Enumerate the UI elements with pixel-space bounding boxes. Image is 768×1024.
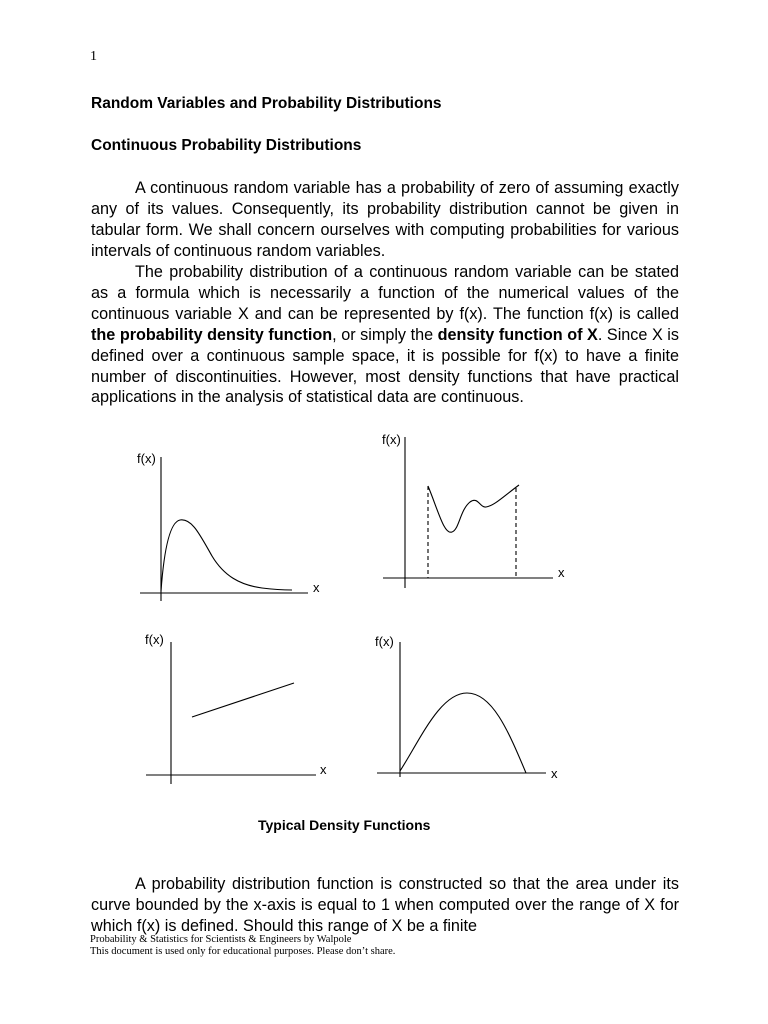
graph3-x-label: x (320, 762, 327, 777)
graph-discontinuous-density (383, 437, 553, 588)
document-heading: Random Variables and Probability Distributions (91, 95, 442, 112)
graph4-curve (400, 693, 526, 773)
graph3-y-label: f(x) (145, 632, 164, 647)
graph1-curve (161, 520, 292, 591)
term-probability-density-function: the probability density function (91, 325, 333, 344)
paragraph-density-part2: , or simply the (332, 325, 438, 344)
paragraph-area-text: A probability distribution function is constructed so that the area under its curve bounded by the x-axis is equal to 1 when computed over the range of X for which f(x) is defined. Should this range of X be a finite (91, 875, 679, 935)
graph-skewed-density (140, 457, 308, 601)
figure-caption: Typical Density Functions (258, 817, 431, 833)
graph-symmetric-density (377, 642, 546, 777)
footer-notice: This document is used only for educational purposes. Please don’t share. (90, 946, 396, 957)
graph1-x-label: x (313, 580, 320, 595)
footer-source: Probability & Statistics for Scientists & Engineers by Walpole (90, 934, 352, 945)
paragraph-density-part3: . Since X is defined over a continuous sample space, it is possible for f(x) to have a finite number of discontinuities. However, most density functions that have practical applications in the analysis of statistical data are continuous. (91, 325, 679, 407)
graph4-y-label: f(x) (375, 634, 394, 649)
graph3-line (192, 683, 294, 717)
paragraph-density-part1: The probability distribution of a continuous random variable can be stated as a formula which is necessarily a function of the numerical values of the continuous variable X and can be represented by f(x). The function f(x) is called (91, 263, 679, 323)
graph1-y-label: f(x) (137, 451, 156, 466)
section-heading: Continuous Probability Distributions (91, 137, 362, 154)
graph2-curve (428, 485, 519, 532)
graph2-x-label: x (558, 565, 565, 580)
term-density-function-of-x: density function of X (437, 325, 598, 344)
page-number: 1 (90, 49, 97, 64)
graph2-y-label: f(x) (382, 432, 401, 447)
graph-linear-density (146, 642, 316, 784)
paragraph-area-under-curve (91, 874, 679, 937)
paragraph-intro-text: A continuous random variable has a probability of zero of assuming exactly any of its values. Consequently, its probability distribution cannot be given in tabular form. We shall concern ourselves with computing probabilities for various intervals of continuous random variables. (91, 179, 679, 260)
graph4-x-label: x (551, 766, 558, 781)
page-footer (90, 934, 395, 958)
